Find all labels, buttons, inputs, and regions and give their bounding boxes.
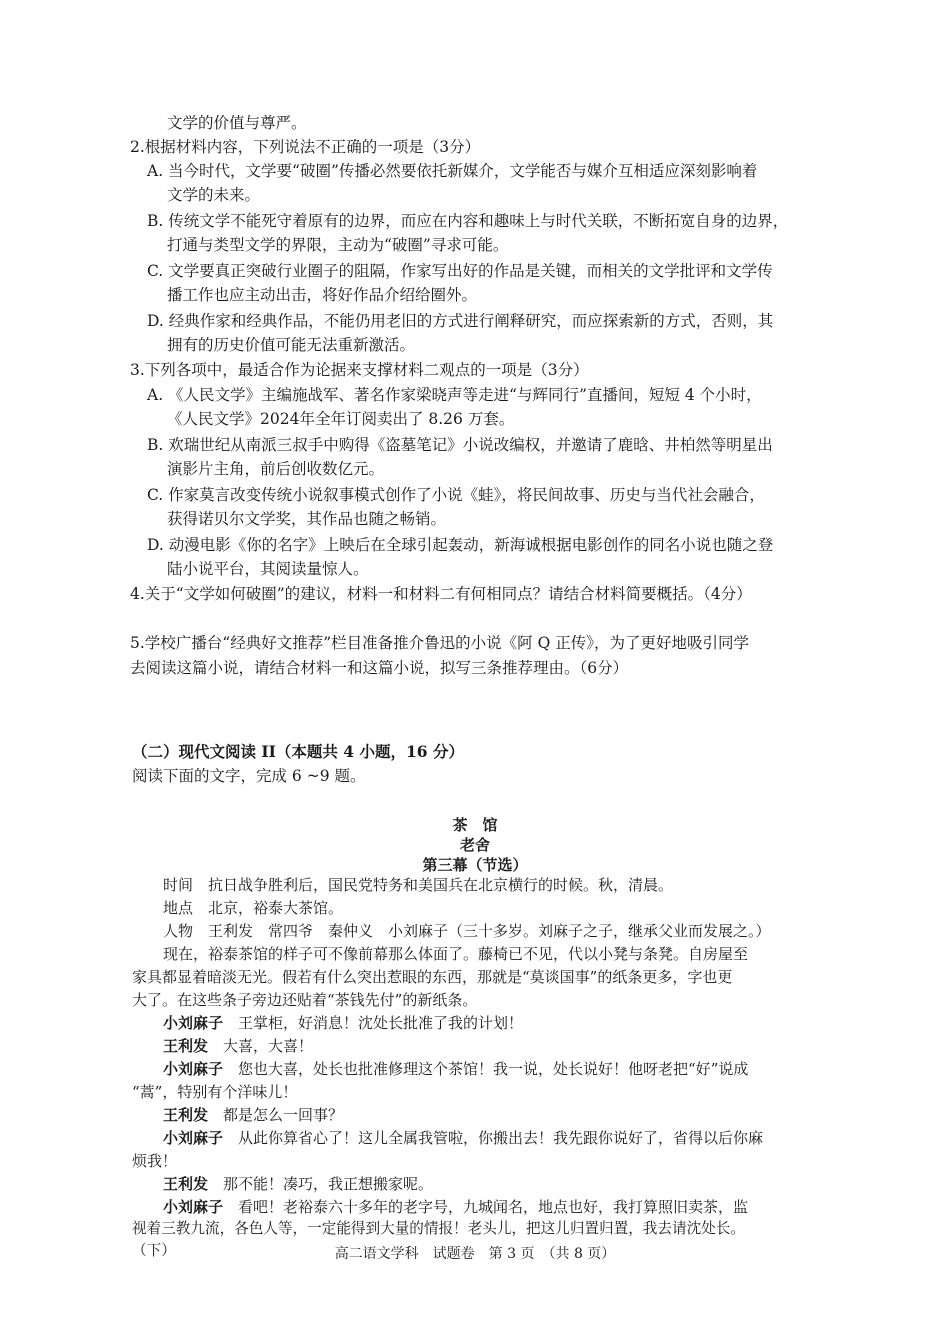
dialogue-text: 王掌柜，好消息！沈处长批准了我的计划！ (223, 1014, 524, 1032)
q3-option-c: C. 作家莫言改变传统小说叙事模式创作了小说《蛙》，将民间故事、历史与当代社会融合， (147, 486, 765, 504)
dialogue-text: 您也大喜，处长也批准修理这个茶馆！我一说，处长说好！他呀老把“好”说成 (223, 1060, 749, 1078)
q2-option-a-cont: 文学的未来。 (167, 186, 261, 204)
speaker-name: 小刘麻子 (163, 1060, 224, 1078)
dialogue-text: 那不能！凑巧，我正想搬家呢。 (208, 1175, 434, 1193)
section-instruction: 阅读下面的文字，完成 6 ~9 题。 (132, 767, 366, 785)
scene-description-1: 现在，裕泰茶馆的样子可不像前幕那么体面了。藤椅已不见，代以小凳与条凳。自房屋至 (163, 945, 749, 963)
q3-option-d-cont: 陆小说平台，其阅读量惊人。 (167, 560, 369, 578)
play-title: 茶 馆 (452, 816, 498, 834)
q3-option-b-cont: 演影片主角，前后创收数亿元。 (167, 460, 385, 478)
q3-stem: 3.下列各项中，最适合作为论据来支撑材料二观点的一项是（3分） (130, 361, 589, 379)
dialogue-line (163, 1195, 748, 1219)
section-heading: （二）现代文阅读 II（本题共 4 小题，16 分） (132, 742, 464, 761)
q5-stem-line2: 去阅读这篇小说，请结合材料一和这篇小说，拟写三条推荐理由。（6分） (130, 659, 629, 677)
q3-option-d: D. 动漫电影《你的名字》上映后在全球引起轰动，新海诚根据电影创作的同名小说也随之登 (147, 536, 774, 554)
dialogue-text: 大喜，大喜！ (208, 1037, 314, 1055)
q3-option-a: A. 《人民文学》主编施战军、著名作家梁晓声等走进“与辉同行”直播间，短短 4 个小时， (147, 386, 762, 404)
dialogue-line (163, 1103, 343, 1127)
dialogue-text: 都是怎么一回事？ (208, 1106, 344, 1124)
dialogue-text: 看吧！老裕泰六十多年的老字号，九城闻名，地点也好，我打算照旧卖茶，监 (223, 1198, 749, 1216)
dialogue-text: 从此你算省心了！这儿全属我管啦，你搬出去！我先跟你说好了，省得以后你麻 (223, 1129, 764, 1147)
speaker-name: 小刘麻子 (163, 1014, 224, 1032)
q3-option-a-cont: 《人民文学》2024年全年订阅卖出了 8.26 万套。 (167, 410, 515, 428)
dialogue-line (163, 1057, 748, 1081)
q3-option-c-cont: 获得诺贝尔文学奖，其作品也随之畅销。 (167, 510, 447, 528)
dialogue-line (163, 1126, 763, 1150)
q2-option-c-cont: 播工作也应主动出击，将好作品介绍给圈外。 (167, 286, 478, 304)
q2-option-c: C. 文学要真正突破行业圈子的阻隔，作家写出好的作品是关键，而相关的文学批评和文学传 (147, 262, 773, 280)
speaker-name: 王利发 (163, 1106, 209, 1124)
dialogue-line (163, 1034, 313, 1058)
dialogue-continuation-text: 视着三教九流，各色人等，一定能得到大量的情报！老头儿，把这儿归置归置，我去请沈处长。 (132, 1220, 745, 1237)
speaker-name: 王利发 (163, 1037, 209, 1055)
page-footer: 高二语文学科 试题卷 第 3 页 （共 8 页） (334, 1246, 616, 1262)
q2-option-a: A. 当今时代，文学要“破圈”传播必然要依托新媒介，文学能否与媒介互相适应深刻影响着 (147, 162, 758, 180)
speaker-name: 王利发 (163, 1175, 209, 1193)
stage-place: 地点 北京，裕泰大茶馆。 (163, 899, 344, 917)
q2-option-d-cont: 拥有的历史价值可能无法重新激活。 (167, 336, 416, 354)
dialogue-line (163, 1011, 523, 1035)
q4-stem: 4.关于“文学如何破圈”的建议，材料一和材料二有何相同点？请结合材料简要概括。（4分） (130, 585, 752, 603)
speaker-name: 小刘麻子 (163, 1129, 224, 1147)
q2-option-b: B. 传统文学不能死守着原有的边界，而应在内容和趣味上与时代关联，不断拓宽自身的边界， (147, 212, 789, 230)
play-author: 老舍 (459, 836, 490, 854)
dialogue-trailing-mark: （下） (132, 1242, 176, 1259)
dialogue-continuation: “蒿”，特别有个洋味儿！ (132, 1083, 298, 1101)
play-act: 第三幕（节选） (422, 856, 528, 874)
q3-option-b: B. 欢瑞世纪从南派三叔手中购得《盗墓笔记》小说改编权，并邀请了鹿晗、井柏然等明星出 (147, 436, 773, 454)
q2-stem: 2.根据材料内容，下列说法不正确的一项是（3分） (130, 138, 481, 156)
dialogue-line (163, 1172, 433, 1196)
q2-option-d: D. 经典作家和经典作品，不能仍用老旧的方式进行阐释研究，而应探索新的方式，否则，其 (147, 312, 774, 330)
stage-time: 时间 抗日战争胜利后，国民党特务和美国兵在北京横行的时候。秋，清晨。 (163, 876, 674, 894)
speaker-name: 小刘麻子 (163, 1198, 224, 1216)
stage-characters: 人物 王利发 常四爷 秦仲义 小刘麻子（三十多岁。刘麻子之子，继承父业而发展之。） (163, 922, 771, 940)
dialogue-continuation: 烦我！ (132, 1152, 178, 1170)
scene-description-2: 家具都显着暗淡无光。假若有什么突出惹眼的东西，那就是“莫谈国事”的纸条更多，字也更 (132, 968, 733, 986)
scene-description-3: 大了。在这些条子旁边还贴着“茶钱先付”的新纸条。 (132, 991, 478, 1009)
q1-continuation: 文学的价值与尊严。 (167, 114, 307, 132)
q5-stem-line1: 5.学校广播台“经典好文推荐”栏目准备推介鲁迅的小说《阿 Q 正传》，为了更好地吸引同学 (130, 634, 749, 652)
q2-option-b-cont: 打通与类型文学的界限，主动为“破圈”寻求可能。 (167, 236, 509, 254)
